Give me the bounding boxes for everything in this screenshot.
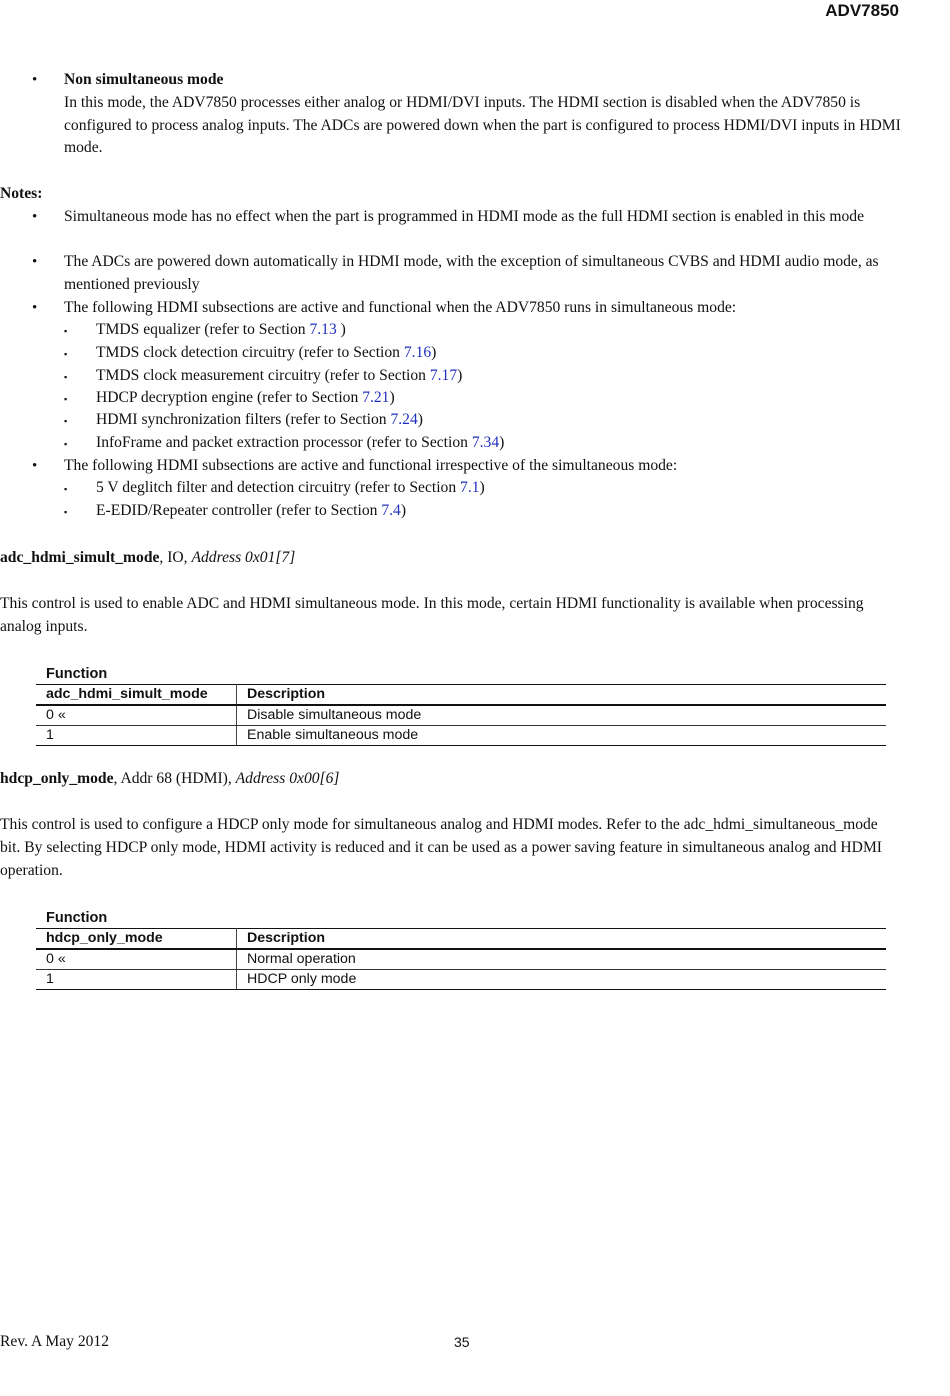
table-row — [36, 949, 886, 970]
table-cell-description: Disable simultaneous mode — [237, 705, 887, 726]
section-link[interactable]: 7.34 — [471, 434, 500, 451]
table-header-row — [36, 929, 886, 950]
square-bullet-icon: ▪ — [64, 439, 68, 449]
register-address: Address 0x01[7] — [191, 549, 296, 566]
register-heading — [0, 768, 918, 791]
table-cell-value: 0 « — [36, 949, 237, 970]
sub-item-text: HDMI synchronization filters (refer to Section — [96, 411, 391, 428]
bullet-marker: • — [32, 72, 38, 88]
square-bullet-icon: ▪ — [64, 416, 68, 426]
intro-bullet-title: Non simultaneous mode — [64, 71, 224, 88]
register-description: This control is used to configure a HDCP only mode for simultaneous analog and HDMI modes. Refer to the adc_hdmi_simultaneous_mode bit. By selecting HDCP only mode, HDMI activity is reduced and it can be used as a power saving feature in simultaneous analog and HDMI operation. — [0, 816, 882, 879]
notes-heading: Notes: — [0, 185, 43, 202]
square-bullet-icon: ▪ — [64, 394, 68, 404]
sub-item-text-end: ) — [431, 344, 437, 361]
table-caption: Function — [46, 666, 108, 682]
table-cell-value: 1 — [36, 970, 237, 990]
section-link[interactable]: 7.13 — [309, 321, 337, 338]
square-bullet-icon: ▪ — [64, 507, 68, 517]
square-bullet-icon: ▪ — [64, 484, 68, 494]
table-header-row — [36, 685, 886, 706]
register-function-table — [36, 928, 886, 990]
sub-item-text: TMDS clock detection circuitry (refer to Section — [96, 344, 404, 361]
table-row — [36, 705, 886, 726]
footer-revision: Rev. A May 2012 — [0, 1333, 110, 1350]
bullet-marker: • — [32, 458, 38, 474]
section-link[interactable]: 7.24 — [390, 411, 418, 428]
table-row — [36, 726, 886, 746]
section-link[interactable]: 7.16 — [403, 344, 432, 361]
notes-item-text: Simultaneous mode has no effect when the part is programmed in HDMI mode as the full HDMI section is enabled in this mode — [64, 208, 865, 225]
register-name: hdcp_only_mode — [0, 770, 114, 787]
notes-item-text: The ADCs are powered down automatically in HDMI mode, with the exception of simultaneous CVBS and HDMI audio mode, as mentioned previously — [64, 253, 879, 293]
section-link[interactable]: 7.21 — [362, 389, 390, 406]
register-map: , IO, — [159, 549, 192, 566]
sub-item-text-end: ) — [400, 502, 407, 519]
section-link[interactable]: 7.1 — [460, 479, 480, 496]
table-cell-description: Normal operation — [237, 949, 887, 970]
table-cell-value: 1 — [36, 726, 237, 746]
square-bullet-icon: ▪ — [64, 372, 68, 382]
square-bullet-icon: ▪ — [64, 326, 68, 336]
bullet-marker: • — [32, 300, 38, 316]
sub-item-text: TMDS equalizer (refer to Section — [96, 321, 310, 338]
table-cell-value: 0 « — [36, 705, 237, 726]
notes-item-text: The following HDMI subsections are active and functional irrespective of the simultaneous mode: — [64, 457, 678, 474]
table-header-cell: Description — [237, 929, 887, 950]
sub-item-text-end: ) — [499, 434, 505, 451]
table-cell-description: Enable simultaneous mode — [237, 726, 887, 746]
square-bullet-icon: ▪ — [64, 349, 68, 359]
register-function-table — [36, 684, 886, 746]
bullet-marker: • — [32, 254, 38, 270]
register-address: Address 0x00[6] — [235, 770, 340, 787]
table-header-cell: hdcp_only_mode — [36, 929, 237, 950]
register-description: This control is used to enable ADC and HDMI simultaneous mode. In this mode, certain HDMI functionality is available when processing analog inputs. — [0, 595, 864, 635]
table-row — [36, 970, 886, 990]
register-heading — [0, 547, 918, 570]
table-caption: Function — [46, 910, 108, 926]
table-header-cell: Description — [237, 685, 887, 706]
footer-page-number: 35 — [454, 1334, 470, 1350]
sub-item-text-end: ) — [336, 321, 346, 338]
sub-item-text: 5 V deglitch filter and detection circuitry (refer to Section — [96, 479, 461, 496]
sub-item-text-end: ) — [389, 389, 395, 406]
sub-item-text: TMDS clock measurement circuitry (refer to Section — [96, 367, 430, 384]
register-name: adc_hdmi_simult_mode — [0, 549, 160, 566]
document-header-title: ADV7850 — [825, 1, 899, 20]
sub-item-text-end: ) — [457, 367, 463, 384]
register-map: , Addr 68 (HDMI), — [113, 770, 236, 787]
sub-item-text: E-EDID/Repeater controller (refer to Section — [96, 502, 382, 519]
sub-item-text-end: ) — [479, 479, 485, 496]
table-header-cell: adc_hdmi_simult_mode — [36, 685, 237, 706]
bullet-marker: • — [32, 209, 38, 225]
sub-item-text: HDCP decryption engine (refer to Section — [96, 389, 363, 406]
intro-bullet-text: In this mode, the ADV7850 processes either analog or HDMI/DVI inputs. The HDMI section is disabled when the ADV7850 is configured to process analog inputs. The ADCs are powered down when the part is configured to process HDMI/DVI inputs in HDMI mode. — [64, 93, 901, 157]
section-link[interactable]: 7.4 — [381, 502, 401, 519]
table-cell-description: HDCP only mode — [237, 970, 887, 990]
section-link[interactable]: 7.17 — [429, 367, 458, 384]
notes-item-text: The following HDMI subsections are active and functional when the ADV7850 runs in simultaneous mode: — [64, 299, 737, 316]
sub-item-text: InfoFrame and packet extraction processor (refer to Section — [96, 434, 472, 451]
sub-item-text-end: ) — [417, 411, 423, 428]
